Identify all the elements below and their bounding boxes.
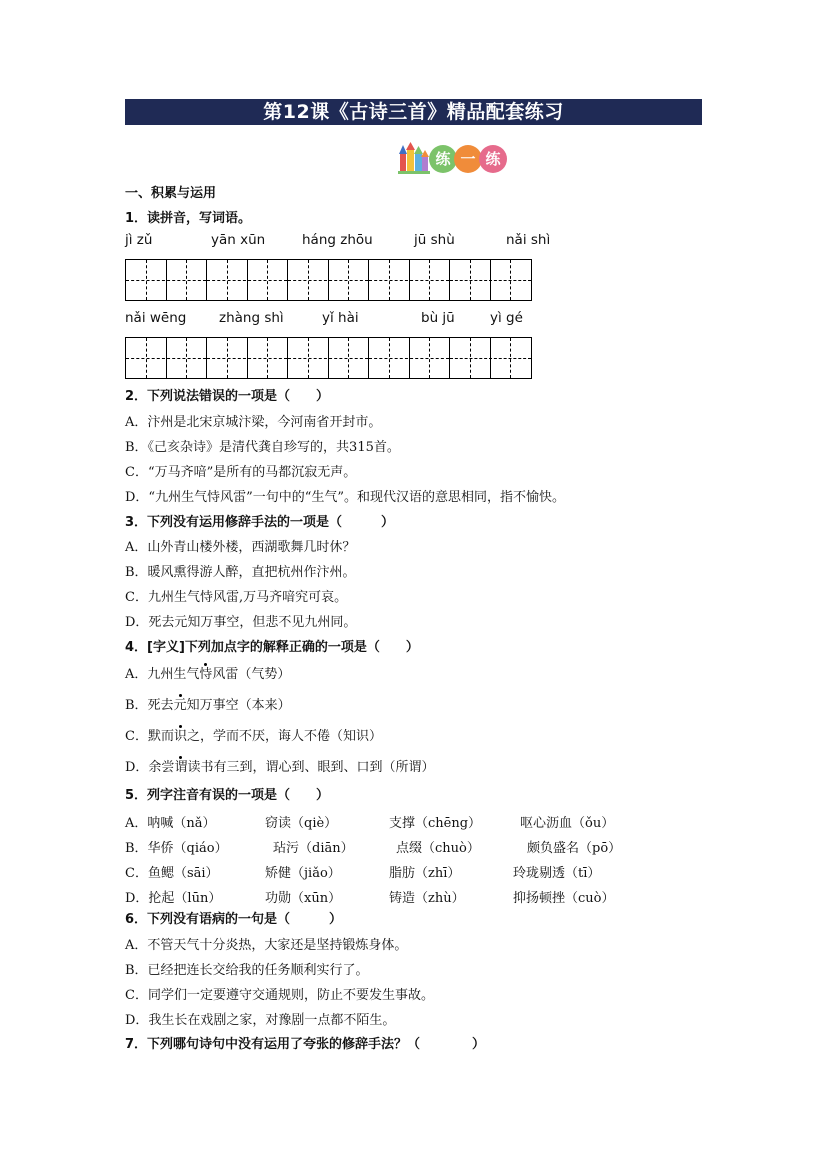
pinyin: nǎi shì bbox=[506, 232, 551, 248]
option: B．《己亥杂诗》是清代龚自珍写的，共315首。 bbox=[125, 440, 400, 455]
option: 点缀（chuò） bbox=[396, 841, 480, 856]
dotted-char: 识 bbox=[173, 729, 187, 744]
option: 功勋（xūn） bbox=[265, 891, 342, 906]
option: C．鱼鳃（sāi） bbox=[125, 866, 219, 881]
option: C．默而识之，学而不厌，诲人不倦（知识） bbox=[125, 729, 382, 744]
option: A．九州生气恃风雷（气势） bbox=[125, 667, 291, 682]
question-4-stem: 4．[字义]下列加点字的解释正确的一项是（ ） bbox=[125, 640, 419, 655]
option: 抑扬顿挫（cuò） bbox=[513, 891, 615, 906]
option: D．抡起（lūn） bbox=[125, 891, 222, 906]
option: 呕心沥血（ǒu） bbox=[520, 816, 615, 831]
option: D．死去元知万事空，但悲不见九州同。 bbox=[125, 615, 357, 630]
writing-grid[interactable] bbox=[125, 337, 532, 379]
option: 玲珑剔透（tī） bbox=[513, 866, 601, 881]
option: A．呐喊（nǎ） bbox=[125, 816, 216, 831]
pinyin: yān xūn bbox=[211, 232, 266, 248]
option: D．余尝谓读书有三到，谓心到、眼到、口到（所谓） bbox=[125, 760, 435, 775]
option: B．暖风熏得游人醉，直把杭州作汴州。 bbox=[125, 565, 356, 580]
option: C．“万马齐喑”是所有的马都沉寂无声。 bbox=[125, 465, 357, 480]
pinyin: bù jū bbox=[421, 310, 455, 326]
pinyin: háng zhōu bbox=[302, 232, 373, 248]
dotted-char: 谓 bbox=[174, 760, 188, 775]
page-title: 第12课《古诗三首》精品配套练习 bbox=[125, 99, 702, 125]
option: 窃读（qiè） bbox=[265, 816, 338, 831]
option: 颇负盛名（pō） bbox=[527, 841, 622, 856]
option: 铸造（zhù） bbox=[389, 891, 465, 906]
option: D．“九州生气恃风雷”一句中的“生气”。和现代汉语的意思相同，指不愉快。 bbox=[125, 490, 566, 505]
dotted-char: 元 bbox=[173, 698, 187, 713]
pinyin: yì gé bbox=[490, 310, 523, 326]
option: 玷污（diān） bbox=[273, 841, 354, 856]
question-6-stem: 6．下列没有语病的一句是（ ） bbox=[125, 912, 343, 927]
option: B．已经把连长交给我的任务顺利实行了。 bbox=[125, 963, 369, 978]
badge-char: 一 bbox=[460, 150, 476, 168]
question-2-stem: 2．下列说法错误的一项是（ ） bbox=[125, 389, 330, 404]
option: B．华侨（qiáo） bbox=[125, 841, 228, 856]
pinyin: zhàng shì bbox=[219, 310, 284, 326]
question-1-stem: 1．读拼音，写词语。 bbox=[125, 211, 252, 226]
option: C．同学们一定要遵守交通规则，防止不要发生事故。 bbox=[125, 988, 434, 1003]
pinyin: yǐ hài bbox=[322, 310, 359, 326]
option: 脂肪（zhī） bbox=[389, 866, 461, 881]
castle-icon bbox=[398, 142, 430, 174]
writing-grid[interactable] bbox=[125, 259, 532, 301]
question-3-stem: 3．下列没有运用修辞手法的一项是（ ） bbox=[125, 515, 395, 530]
dotted-char: 恃 bbox=[199, 667, 213, 682]
option: C．九州生气恃风雷,万马齐喑究可哀。 bbox=[125, 590, 348, 605]
badge-char: 练 bbox=[485, 150, 501, 168]
section-heading: 一、积累与运用 bbox=[125, 186, 217, 201]
option: 支撑（chēng） bbox=[389, 816, 482, 831]
option: B．死去元知万事空（本来） bbox=[125, 698, 291, 713]
question-7-stem: 7．下列哪句诗句中没有运用了夸张的修辞手法？（ ） bbox=[125, 1037, 486, 1052]
question-5-stem: 5．列字注音有误的一项是（ ） bbox=[125, 788, 330, 803]
pinyin: jū shù bbox=[414, 232, 455, 248]
option: A．不管天气十分炎热，大家还是坚持锻炼身体。 bbox=[125, 938, 408, 953]
pinyin: jì zǔ bbox=[125, 232, 153, 248]
option: A．山外青山楼外楼，西湖歌舞几时休？ bbox=[125, 540, 356, 555]
option: D．我生长在戏剧之家，对豫剧一点都不陌生。 bbox=[125, 1013, 396, 1028]
option: 矫健（jiǎo） bbox=[265, 866, 341, 881]
practice-badge bbox=[398, 142, 510, 176]
pinyin: nǎi wēng bbox=[125, 310, 187, 326]
badge-char: 练 bbox=[435, 150, 451, 168]
option: A．汴州是北宋京城汴梁，今河南省开封市。 bbox=[125, 415, 382, 430]
